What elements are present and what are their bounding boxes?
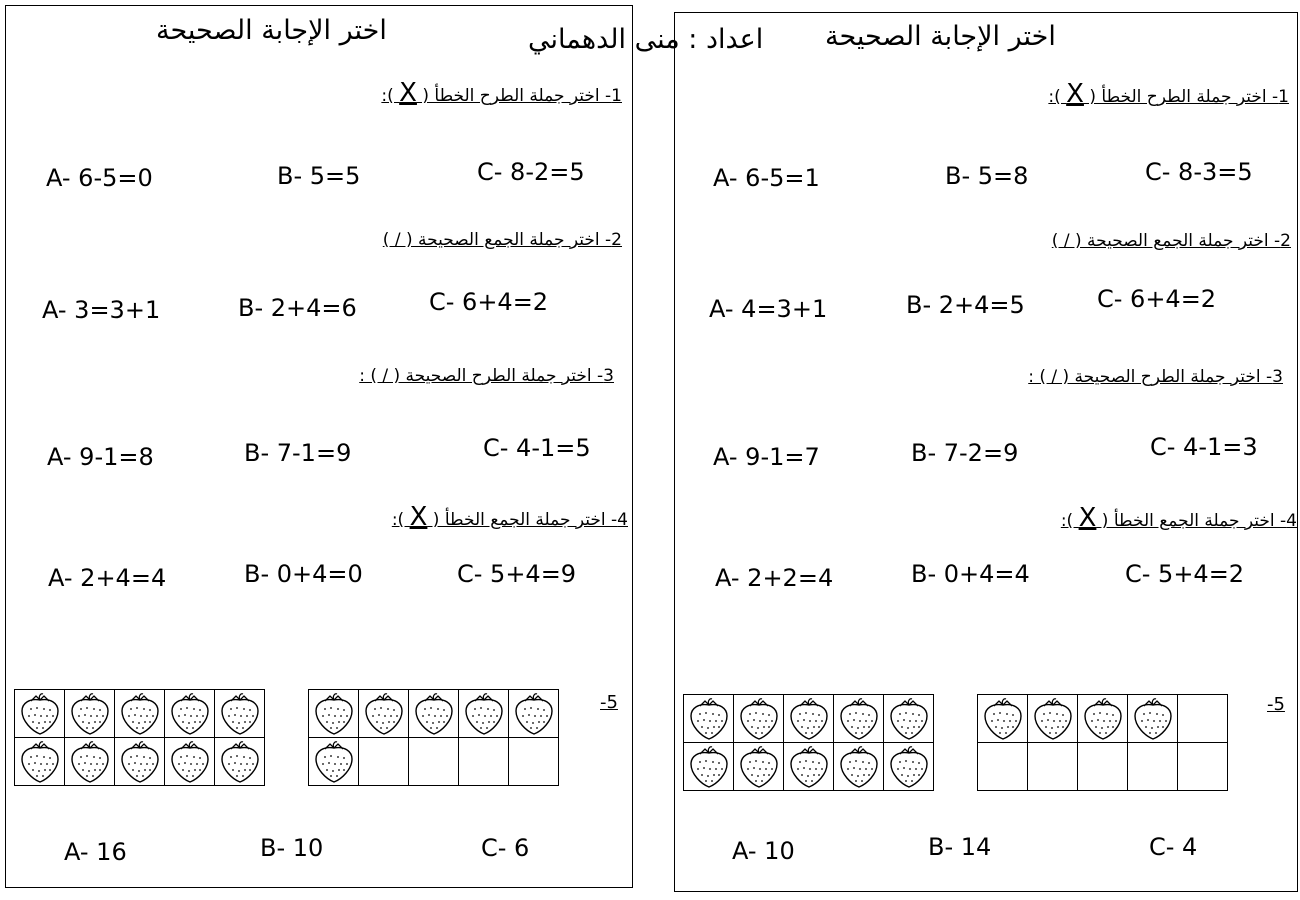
ten-frame-cell bbox=[1178, 743, 1228, 791]
q1-option-b[interactable]: B- 5=5 bbox=[277, 162, 361, 190]
question-4-mark: X bbox=[1078, 503, 1097, 533]
ten-frame-1 bbox=[683, 694, 934, 791]
q3-option-a[interactable]: A- 9-1=7 bbox=[713, 443, 820, 471]
question-3: 3- اختر جملة الطرح الصحيحة ( / ) : bbox=[359, 366, 614, 386]
question-1-end: ): bbox=[381, 86, 400, 106]
ten-frame-cell bbox=[65, 738, 115, 786]
q3-option-c[interactable]: C- 4-1=5 bbox=[483, 434, 591, 462]
strawberry-icon bbox=[834, 697, 883, 741]
strawberry-icon bbox=[784, 697, 833, 741]
q2-option-b[interactable]: B- 2+4=5 bbox=[906, 291, 1025, 319]
ten-frame-cell bbox=[1128, 743, 1178, 791]
question-1-text: 1- اختر جملة الطرح الخطأ ( bbox=[416, 86, 622, 106]
strawberry-icon bbox=[65, 692, 114, 736]
ten-frame-cell bbox=[1178, 695, 1228, 743]
strawberry-icon bbox=[884, 745, 933, 789]
ten-frame-cell bbox=[734, 695, 784, 743]
strawberry-icon bbox=[15, 692, 64, 736]
q1-option-a[interactable]: A- 6-5=1 bbox=[713, 164, 820, 192]
q5-option-a[interactable]: A- 16 bbox=[64, 838, 127, 866]
question-5-label: -5 bbox=[1267, 694, 1285, 715]
ten-frame-2 bbox=[308, 689, 559, 786]
ten-frame-cell bbox=[784, 743, 834, 791]
strawberry-icon bbox=[784, 745, 833, 789]
q2-option-c[interactable]: C- 6+4=2 bbox=[429, 288, 549, 316]
strawberry-icon bbox=[165, 692, 214, 736]
ten-frame-1 bbox=[14, 689, 265, 786]
strawberry-icon bbox=[215, 740, 264, 784]
strawberry-icon bbox=[734, 697, 783, 741]
question-4 bbox=[392, 502, 628, 532]
ten-frame-cell bbox=[309, 738, 359, 786]
q2-option-c[interactable]: C- 6+4=2 bbox=[1097, 285, 1217, 313]
strawberry-icon bbox=[834, 745, 883, 789]
strawberry-icon bbox=[309, 692, 358, 736]
q5-option-b[interactable]: B- 10 bbox=[260, 834, 324, 862]
q1-option-c[interactable]: C- 8-3=5 bbox=[1145, 158, 1253, 186]
ten-frame-cell bbox=[1028, 695, 1078, 743]
ten-frame-cell bbox=[165, 690, 215, 738]
ten-frame-cell bbox=[15, 738, 65, 786]
ten-frame-cell bbox=[459, 738, 509, 786]
ten-frame-cell bbox=[734, 743, 784, 791]
ten-frame-cell bbox=[359, 738, 409, 786]
strawberry-icon bbox=[734, 745, 783, 789]
question-1-mark: X bbox=[1066, 79, 1084, 109]
question-4-mark: X bbox=[409, 502, 428, 532]
ten-frame-cell bbox=[165, 738, 215, 786]
strawberry-icon bbox=[409, 692, 458, 736]
worksheet-left bbox=[5, 5, 633, 888]
ten-frame-cell bbox=[115, 690, 165, 738]
strawberry-icon bbox=[684, 697, 733, 741]
ten-frame-cell bbox=[409, 738, 459, 786]
strawberry-icon bbox=[509, 692, 558, 736]
worksheet-title: اختر الإجابة الصحيحة bbox=[156, 15, 387, 46]
question-1 bbox=[1048, 79, 1289, 109]
strawberry-icon bbox=[115, 740, 164, 784]
q4-option-b[interactable]: B- 0+4=0 bbox=[244, 560, 363, 588]
strawberry-icon bbox=[65, 740, 114, 784]
strawberry-icon bbox=[1078, 697, 1127, 741]
q4-option-c[interactable]: C- 5+4=9 bbox=[457, 560, 577, 588]
q2-option-a[interactable]: A- 4=3+1 bbox=[709, 295, 828, 323]
q2-option-b[interactable]: B- 2+4=6 bbox=[238, 294, 357, 322]
q1-option-a[interactable]: A- 6-5=0 bbox=[46, 164, 153, 192]
q3-option-b[interactable]: B- 7-1=9 bbox=[244, 439, 352, 467]
ten-frame-cell bbox=[884, 743, 934, 791]
strawberry-icon bbox=[1028, 697, 1077, 741]
question-1-mark: X bbox=[399, 78, 417, 108]
q4-option-a[interactable]: A- 2+2=4 bbox=[715, 564, 834, 592]
strawberry-icon bbox=[15, 740, 64, 784]
author-credit: اعداد : منى الدهماني bbox=[528, 24, 764, 55]
ten-frame-cell bbox=[215, 690, 265, 738]
ten-frame-cell bbox=[784, 695, 834, 743]
q4-option-b[interactable]: B- 0+4=4 bbox=[911, 560, 1030, 588]
q5-option-c[interactable]: C- 4 bbox=[1149, 833, 1198, 861]
ten-frame-cell bbox=[1128, 695, 1178, 743]
question-3: 3- اختر جملة الطرح الصحيحة ( / ) : bbox=[1028, 367, 1283, 387]
question-2: 2- اختر جملة الجمع الصحيحة ( / ) bbox=[382, 230, 622, 250]
worksheet-right bbox=[674, 12, 1298, 892]
q3-option-c[interactable]: C- 4-1=3 bbox=[1150, 433, 1258, 461]
ten-frame-cell bbox=[1028, 743, 1078, 791]
strawberry-icon bbox=[978, 697, 1027, 741]
ten-frame-cell bbox=[978, 695, 1028, 743]
ten-frame-cell bbox=[834, 695, 884, 743]
ten-frame-cell bbox=[684, 695, 734, 743]
ten-frame-cell bbox=[509, 738, 559, 786]
question-4-text: 4- اختر جملة الجمع الخطأ ( bbox=[1096, 511, 1297, 531]
question-2: 2- اختر جملة الجمع الصحيحة ( / ) bbox=[1051, 231, 1291, 251]
strawberry-icon bbox=[165, 740, 214, 784]
q1-option-c[interactable]: C- 8-2=5 bbox=[477, 158, 585, 186]
question-1-end: ): bbox=[1048, 87, 1067, 107]
strawberry-icon bbox=[115, 692, 164, 736]
ten-frame-cell bbox=[884, 695, 934, 743]
strawberry-icon bbox=[684, 745, 733, 789]
ten-frame-cell bbox=[65, 690, 115, 738]
ten-frame-cell bbox=[15, 690, 65, 738]
q4-option-c[interactable]: C- 5+4=2 bbox=[1125, 560, 1245, 588]
ten-frame-cell bbox=[115, 738, 165, 786]
strawberry-icon bbox=[884, 697, 933, 741]
ten-frame-cell bbox=[459, 690, 509, 738]
q5-option-a[interactable]: A- 10 bbox=[732, 837, 795, 865]
q5-option-b[interactable]: B- 14 bbox=[928, 833, 992, 861]
question-5-label: -5 bbox=[600, 692, 618, 713]
strawberry-icon bbox=[359, 692, 408, 736]
ten-frame-cell bbox=[309, 690, 359, 738]
ten-frame-cell bbox=[834, 743, 884, 791]
question-4-text: 4- اختر جملة الجمع الخطأ ( bbox=[427, 510, 628, 530]
ten-frame-cell bbox=[409, 690, 459, 738]
ten-frame-cell bbox=[978, 743, 1028, 791]
ten-frame-cell bbox=[359, 690, 409, 738]
question-1-text: 1- اختر جملة الطرح الخطأ ( bbox=[1083, 87, 1289, 107]
q2-option-a[interactable]: A- 3=3+1 bbox=[42, 296, 161, 324]
question-4-end: ): bbox=[1060, 511, 1079, 531]
q5-option-c[interactable]: C- 6 bbox=[481, 834, 530, 862]
ten-frame-cell bbox=[215, 738, 265, 786]
question-4 bbox=[1061, 503, 1297, 533]
worksheet-title: اختر الإجابة الصحيحة bbox=[825, 21, 1056, 52]
ten-frame-cell bbox=[509, 690, 559, 738]
q3-option-b[interactable]: B- 7-2=9 bbox=[911, 439, 1019, 467]
q3-option-a[interactable]: A- 9-1=8 bbox=[47, 443, 154, 471]
q4-option-a[interactable]: A- 2+4=4 bbox=[48, 564, 167, 592]
ten-frame-2 bbox=[977, 694, 1228, 791]
q1-option-b[interactable]: B- 5=8 bbox=[945, 162, 1029, 190]
ten-frame-cell bbox=[1078, 743, 1128, 791]
ten-frame-cell bbox=[684, 743, 734, 791]
strawberry-icon bbox=[309, 740, 358, 784]
strawberry-icon bbox=[459, 692, 508, 736]
question-1 bbox=[381, 78, 622, 108]
strawberry-icon bbox=[1128, 697, 1177, 741]
question-4-end: ): bbox=[391, 510, 410, 530]
ten-frame-cell bbox=[1078, 695, 1128, 743]
strawberry-icon bbox=[215, 692, 264, 736]
